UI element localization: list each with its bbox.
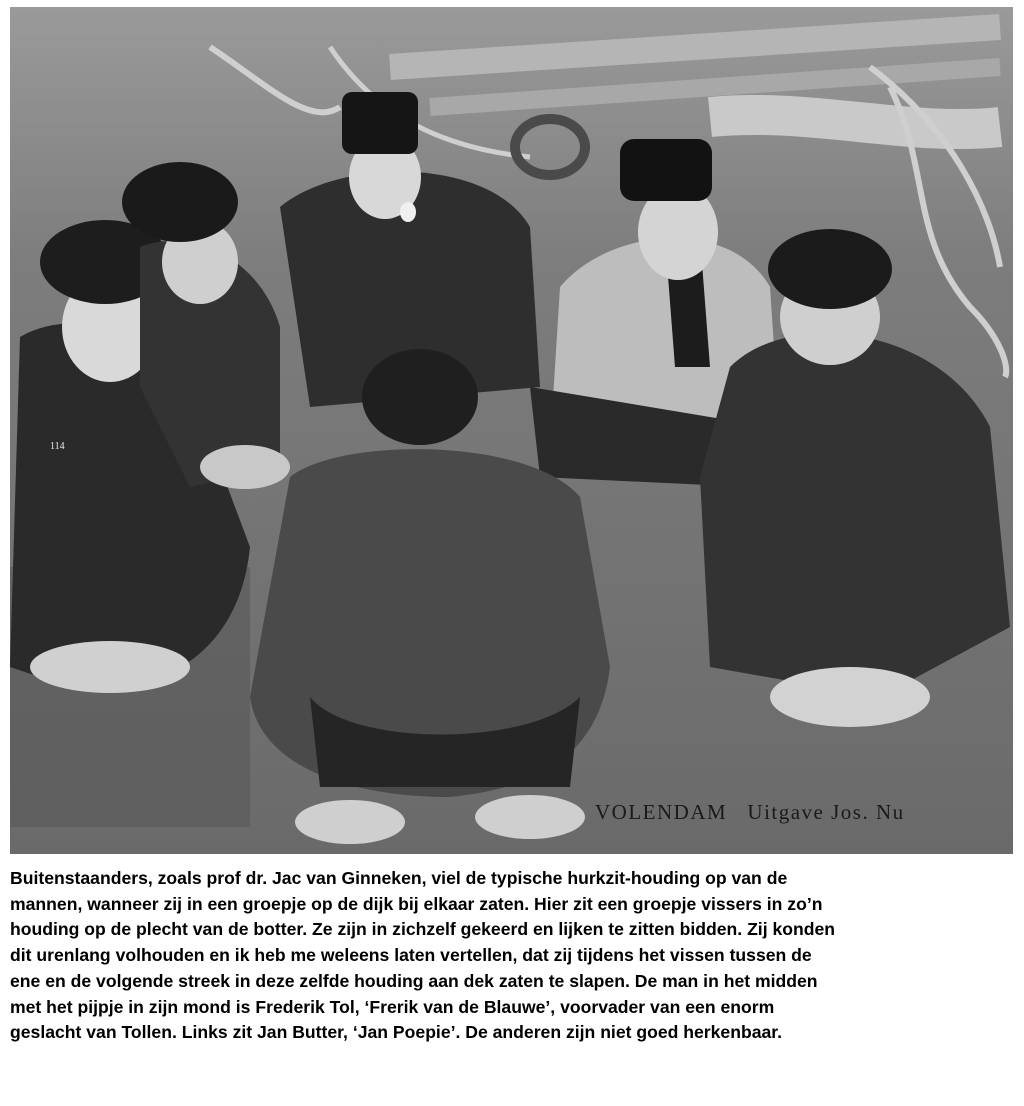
caption-line: mannen, wanneer zij in een groepje op de dijk bij elkaar zaten. Hier zit een groepje vissers in zo’n [10, 893, 823, 914]
caption-line: houding op de plecht van de botter. Ze zijn in zichzelf gekeerd en lijken te zitten bidden. Zij konden [10, 919, 836, 940]
stamp-publisher: Uitgave Jos. Nu [747, 800, 905, 824]
stamp-place: VOLENDAM [595, 800, 728, 824]
photo-stamp [595, 800, 905, 825]
caption-line: geslacht van Tollen. Links zit Jan Butter, ‘Jan Poepie’. De anderen zijn niet goed herkenbaar. [10, 1022, 783, 1043]
caption-line: ene en de volgende streek in deze zelfde houding aan dek zaten te slapen. De man in het midden [10, 970, 818, 991]
photo-page-number: 114 [50, 441, 65, 452]
caption-line: dit urenlang volhouden en ik heb me weleens laten vertellen, dat zij tijdens het vissen tussen de [10, 945, 812, 966]
caption-line: Buitenstaanders, zoals prof dr. Jac van Ginneken, viel de typische hurkzit-houding op van de [10, 868, 788, 888]
fishermen-photo [10, 7, 1013, 854]
photo-illustration [10, 7, 1013, 854]
photo-caption [10, 866, 1014, 1046]
caption-line: met het pijpje in zijn mond is Frederik Tol, ‘Frerik van de Blauwe’, voorvader van een enorm [10, 996, 775, 1017]
